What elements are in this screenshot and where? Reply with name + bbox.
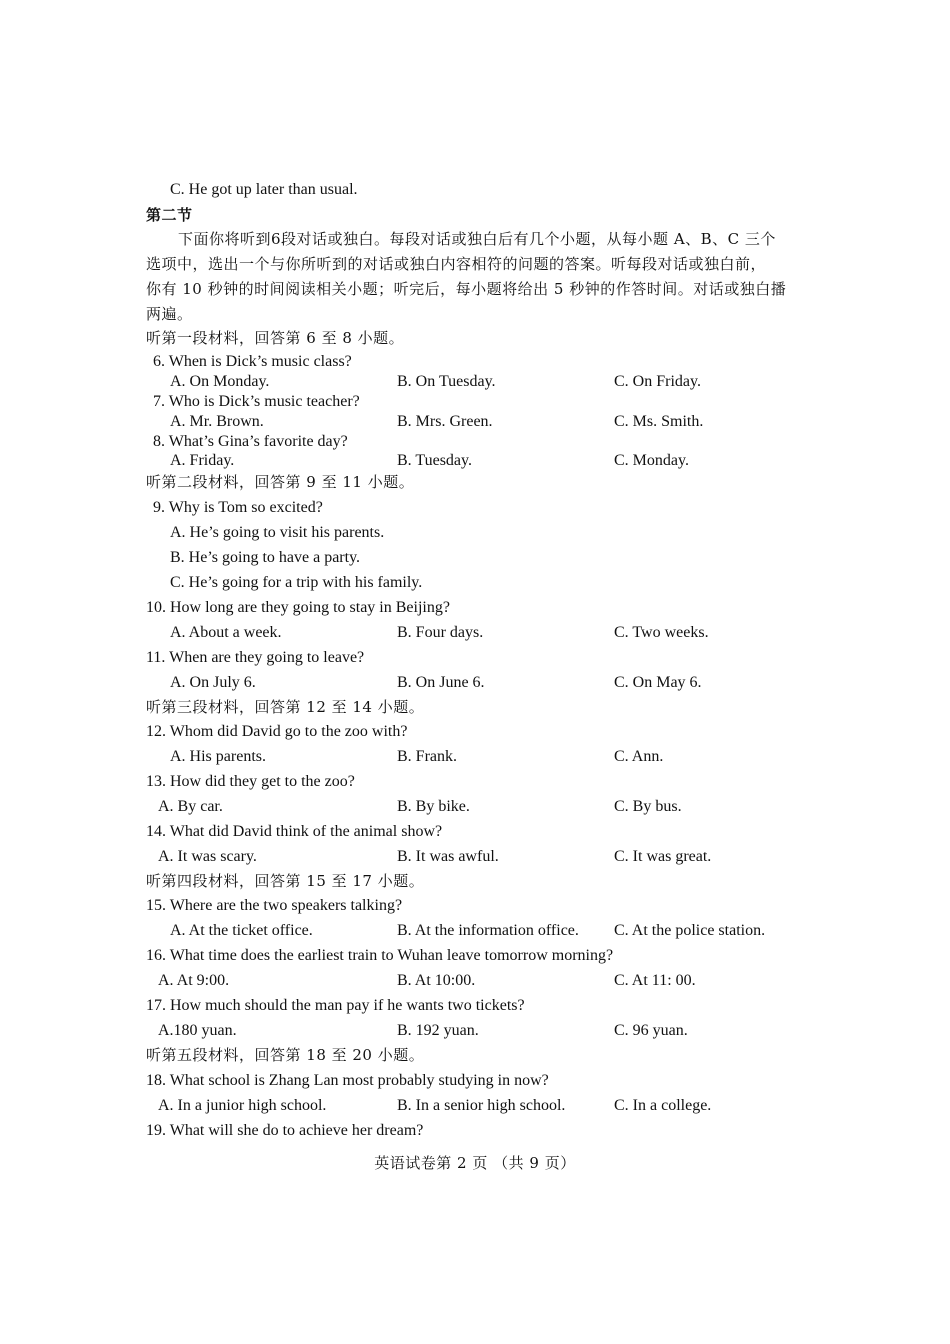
option-c: C. By bus. xyxy=(614,798,682,815)
option-b: B. At 10:00. xyxy=(397,972,476,989)
option-c: C. 96 yuan. xyxy=(614,1022,688,1039)
option-b: B. On June 6. xyxy=(397,674,485,691)
carry-over-option: C. He got up later than usual. xyxy=(170,181,358,198)
group-heading: 听第三段材料，回答第 12 至 14 小题。 xyxy=(146,698,425,716)
option-a: A. At 9:00. xyxy=(158,972,230,989)
option-a: A. About a week. xyxy=(170,624,282,641)
question-stem: 17. How much should the man pay if he wants two tickets? xyxy=(146,997,525,1014)
option-a: A. Mr. Brown. xyxy=(170,413,264,430)
option-c: C. It was great. xyxy=(614,848,712,865)
option-c: C. In a college. xyxy=(614,1097,712,1114)
option-a: A. In a junior high school. xyxy=(158,1097,327,1114)
option-a: A. His parents. xyxy=(170,748,266,765)
option-a: A. Friday. xyxy=(170,452,235,469)
page-footer: 英语试卷第 2 页 （共 9 页） xyxy=(374,1154,576,1172)
option-b: B. At the information office. xyxy=(397,922,579,939)
option-a: A. He’s going to visit his parents. xyxy=(170,524,385,541)
option-c: C. Monday. xyxy=(614,452,689,469)
instruction-line-1: 下面你将听到6段对话或独白。每段对话或独白后有几个小题，从每小题 A、B、C 三个 xyxy=(178,230,776,248)
question-stem: 12. Whom did David go to the zoo with? xyxy=(146,723,408,740)
option-b: B. He’s going to have a party. xyxy=(170,549,361,566)
question-stem: 10. How long are they going to stay in Beijing? xyxy=(146,599,450,616)
group-heading: 听第二段材料，回答第 9 至 11 小题。 xyxy=(146,473,415,491)
question-stem: 19. What will she do to achieve her dream? xyxy=(146,1122,424,1139)
question-stem: 11. When are they going to leave? xyxy=(146,649,365,666)
group-heading: 听第四段材料，回答第 15 至 17 小题。 xyxy=(146,872,425,890)
option-a: A. By car. xyxy=(158,798,223,815)
option-b: B. It was awful. xyxy=(397,848,499,865)
option-b: B. Frank. xyxy=(397,748,457,765)
question-stem: 16. What time does the earliest train to Wuhan leave tomorrow morning? xyxy=(146,947,614,964)
option-c: C. Ann. xyxy=(614,748,664,765)
question-stem: 13. How did they get to the zoo? xyxy=(146,773,355,790)
option-a: A.180 yuan. xyxy=(158,1022,237,1039)
option-b: B. On Tuesday. xyxy=(397,373,496,390)
option-c: C. He’s going for a trip with his family. xyxy=(170,574,423,591)
option-c: C. Ms. Smith. xyxy=(614,413,704,430)
option-b: B. Mrs. Green. xyxy=(397,413,493,430)
group-heading: 听第一段材料，回答第 6 至 8 小题。 xyxy=(146,329,405,347)
question-stem: 14. What did David think of the animal show? xyxy=(146,823,443,840)
question-stem: 9. Why is Tom so excited? xyxy=(153,499,323,516)
section-title: 第二节 xyxy=(146,206,193,224)
question-stem: 7. Who is Dick’s music teacher? xyxy=(153,393,360,410)
question-stem: 15. Where are the two speakers talking? xyxy=(146,897,403,914)
question-stem: 8. What’s Gina’s favorite day? xyxy=(153,433,348,450)
option-b: B. 192 yuan. xyxy=(397,1022,479,1039)
option-a: A. It was scary. xyxy=(158,848,257,865)
question-stem: 6. When is Dick’s music class? xyxy=(153,353,352,370)
option-c: C. On Friday. xyxy=(614,373,701,390)
option-b: B. Tuesday. xyxy=(397,452,472,469)
option-a: A. At the ticket office. xyxy=(170,922,313,939)
instruction-line-2: 选项中，选出一个与你所听到的对话或独白内容相符的问题的答案。听每段对话或独白前， xyxy=(146,255,767,273)
option-c: C. Two weeks. xyxy=(614,624,709,641)
option-c: C. At the police station. xyxy=(614,922,766,939)
option-b: B. In a senior high school. xyxy=(397,1097,566,1114)
option-c: C. On May 6. xyxy=(614,674,702,691)
option-b: B. By bike. xyxy=(397,798,470,815)
group-heading: 听第五段材料，回答第 18 至 20 小题。 xyxy=(146,1046,425,1064)
instruction-line-4: 两遍。 xyxy=(146,305,193,323)
instruction-line-3: 你有 10 秒钟的时间阅读相关小题；听完后，每小题将给出 5 秒钟的作答时间。对话或独白播 xyxy=(146,280,787,298)
option-a: A. On July 6. xyxy=(170,674,256,691)
option-b: B. Four days. xyxy=(397,624,484,641)
option-c: C. At 11: 00. xyxy=(614,972,696,989)
option-a: A. On Monday. xyxy=(170,373,270,390)
question-stem: 18. What school is Zhang Lan most probably studying in now? xyxy=(146,1072,549,1089)
